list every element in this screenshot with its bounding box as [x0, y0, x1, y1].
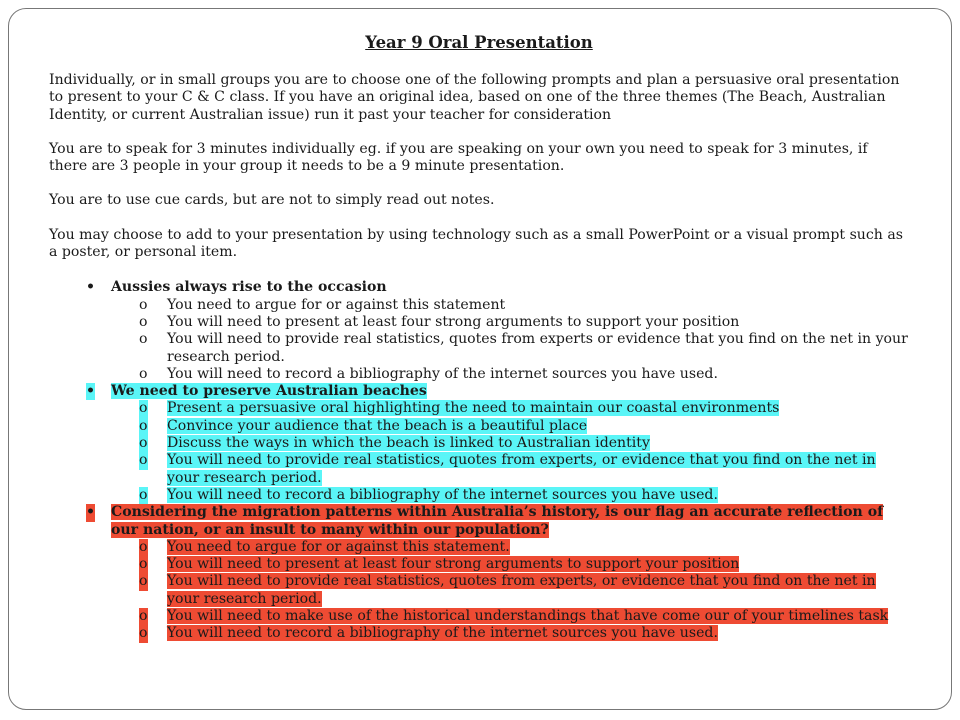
prompt-heading	[49, 279, 909, 296]
sub-bullet-icon: o	[139, 417, 148, 434]
prompt-heading	[49, 383, 909, 400]
prompt-heading-text: Considering the migration patterns within Australia’s history, is our flag an accurate reflection of our nation, or an insult to many within our population?	[111, 504, 884, 538]
sub-bullet-icon: o	[139, 435, 148, 452]
sub-bullet-icon: o	[139, 573, 148, 590]
list-item-text: You will need to make use of the historical understandings that have come our of your timelines task	[167, 608, 889, 625]
list-item	[49, 487, 909, 504]
prompt-heading-text: Aussies always rise to the occasion	[111, 279, 387, 296]
document-title: Year 9 Oral Presentation	[365, 33, 593, 52]
list-item-text: You will need to present at least four strong arguments to support your position	[167, 313, 740, 330]
list-item	[49, 452, 909, 487]
list-item-text: You will need to provide real statistics, quotes from experts, or evidence that you find on the net in your research period.	[167, 452, 876, 486]
list-item-text: You need to argue for or against this statement	[167, 296, 506, 313]
sub-bullet-icon: o	[139, 296, 148, 313]
list-item-text: You will need to provide real statistics, quotes from experts or evidence that you find on the net in your research period.	[167, 331, 908, 365]
list-item	[49, 366, 909, 383]
prompt-heading-text: We need to preserve Australian beaches	[111, 383, 427, 400]
list-item-text: Discuss the ways in which the beach is linked to Australian identity	[167, 435, 650, 452]
sub-bullet-icon: o	[139, 538, 148, 555]
prompt-flag	[49, 504, 909, 642]
list-item	[49, 608, 909, 625]
list-item	[49, 556, 909, 573]
list-item-text: Convince your audience that the beach is a beautiful place	[167, 417, 588, 434]
bullet-icon: •	[86, 504, 96, 521]
sub-bullet-icon: o	[139, 400, 148, 417]
list-item-text: You will need to record a bibliography of the internet sources you have used.	[167, 365, 718, 382]
sub-bullet-icon: o	[139, 452, 148, 469]
cue-cards-paragraph: You are to use cue cards, but are not to simply read out notes.	[49, 192, 495, 209]
time-paragraph: You are to speak for 3 minutes individually eg. if you are speaking on your own you need to speak for 3 minutes, if there are 3 people in your group it needs to be a 9 minute presentation.	[49, 140, 868, 175]
prompt-aussies	[49, 279, 909, 383]
intro-paragraph: Individually, or in small groups you are to choose one of the following prompts and plan a persuasive oral presentation to present to your C & C class. If you have an original idea, based on one of the three themes (The Beach, Australian Identity, or current Australian issue) run it past your teacher for consideration	[49, 72, 900, 123]
list-item	[49, 625, 909, 642]
document-page	[49, 33, 909, 643]
list-item-text: You need to argue for or against this statement.	[167, 538, 510, 555]
slide-frame	[8, 8, 952, 710]
list-item	[49, 418, 909, 435]
list-item-text: You will need to record a bibliography of the internet sources you have used.	[167, 486, 718, 503]
prompt-heading	[49, 504, 909, 539]
sub-bullet-icon: o	[139, 486, 148, 503]
sub-bullet-icon: o	[139, 608, 148, 625]
bullet-icon: •	[86, 279, 96, 296]
prompt-list	[49, 279, 909, 642]
list-item-text: You will need to provide real statistics, quotes from experts, or evidence that you find on the net in your research period.	[167, 573, 876, 607]
list-item	[49, 331, 909, 366]
sub-bullet-icon: o	[139, 365, 148, 382]
list-item	[49, 314, 909, 331]
list-item	[49, 435, 909, 452]
sub-bullet-icon: o	[139, 331, 148, 348]
list-item-text: You will need to record a bibliography of the internet sources you have used.	[167, 625, 718, 642]
list-item	[49, 297, 909, 314]
sub-bullet-icon: o	[139, 625, 148, 642]
list-item-text: You will need to present at least four strong arguments to support your position	[167, 556, 740, 573]
prompt-beaches	[49, 383, 909, 504]
list-item	[49, 573, 909, 608]
bullet-icon: •	[86, 383, 96, 400]
list-item-text: Present a persuasive oral highlighting the need to maintain our coastal environments	[167, 400, 780, 417]
list-item	[49, 400, 909, 417]
technology-paragraph: You may choose to add to your presentation by using technology such as a small PowerPoint or a visual prompt such as a poster, or personal item.	[49, 226, 903, 261]
sub-bullet-icon: o	[139, 313, 148, 330]
sub-bullet-icon: o	[139, 556, 148, 573]
list-item	[49, 539, 909, 556]
